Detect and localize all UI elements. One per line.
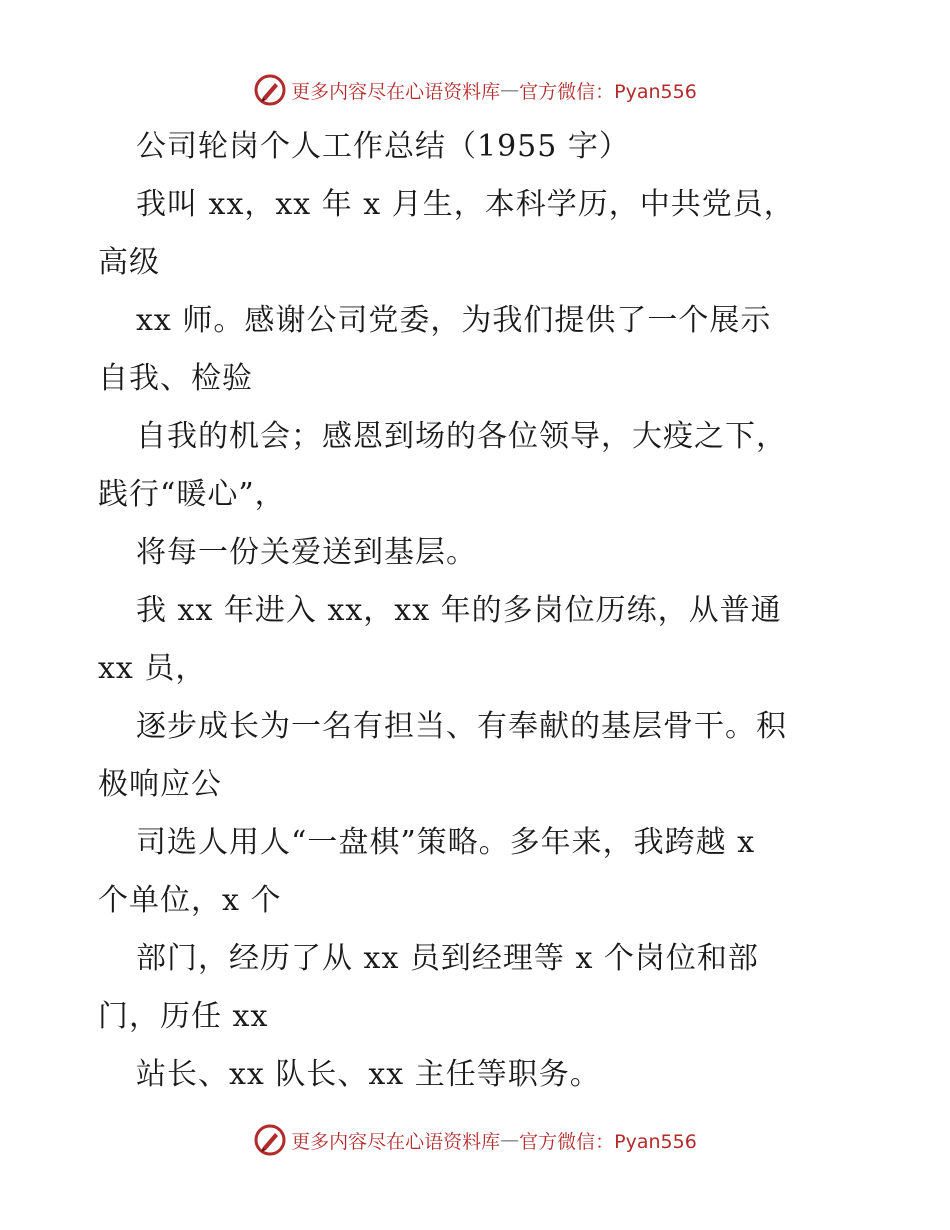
paragraph-line: 逐步成长为一名有担当、有奉献的基层骨干。积 — [136, 709, 787, 744]
pen-logo-icon — [253, 1123, 287, 1157]
paragraph-line: 我叫 xx，xx 年 x 月生，本科学历，中共党员， — [136, 187, 795, 222]
document-body — [98, 118, 858, 1104]
banner-separator: — — [500, 79, 520, 101]
paragraph-line: 自我、检验 — [98, 361, 253, 396]
paragraph-line: 个单位，x 个 — [98, 883, 282, 918]
paragraph-line: 自我的机会；感恩到场的各位领导，大疫之下， — [136, 419, 787, 454]
paragraph-line: 站长、xx 队长、xx 主任等职务。 — [136, 1057, 601, 1092]
paragraph-line: 门，历任 xx — [98, 999, 269, 1034]
paragraph-line: 践行“暖心”， — [98, 477, 286, 512]
header-banner — [0, 70, 950, 110]
banner-main-text: 更多内容尽在心语资料库 — [291, 80, 501, 103]
document-title: 公司轮岗个人工作总结（1955 字） — [136, 129, 630, 164]
paragraph-line: 我 xx 年进入 xx，xx 年的多岗位历练，从普通 — [136, 593, 782, 628]
paragraph-line: 司选人用人“一盘棋”策略。多年来，我跨越 x — [136, 825, 756, 860]
pen-logo-icon — [253, 73, 287, 107]
banner-wechat-text: 官方微信：Pyan556 — [519, 80, 697, 103]
paragraph-line: xx 师。感谢公司党委，为我们提供了一个展示 — [136, 303, 772, 338]
banner-main-text: 更多内容尽在心语资料库 — [291, 1130, 501, 1153]
paragraph-line: 将每一份关爱送到基层。 — [136, 535, 477, 570]
footer-banner — [0, 1120, 950, 1160]
paragraph-line: xx 员， — [98, 651, 207, 686]
paragraph-line: 部门，经历了从 xx 员到经理等 x 个岗位和部 — [136, 941, 759, 976]
paragraph-line: 高级 — [98, 245, 160, 280]
banner-separator: — — [500, 1129, 520, 1151]
paragraph-line: 极响应公 — [98, 767, 222, 802]
banner-wechat-text: 官方微信：Pyan556 — [519, 1130, 697, 1153]
